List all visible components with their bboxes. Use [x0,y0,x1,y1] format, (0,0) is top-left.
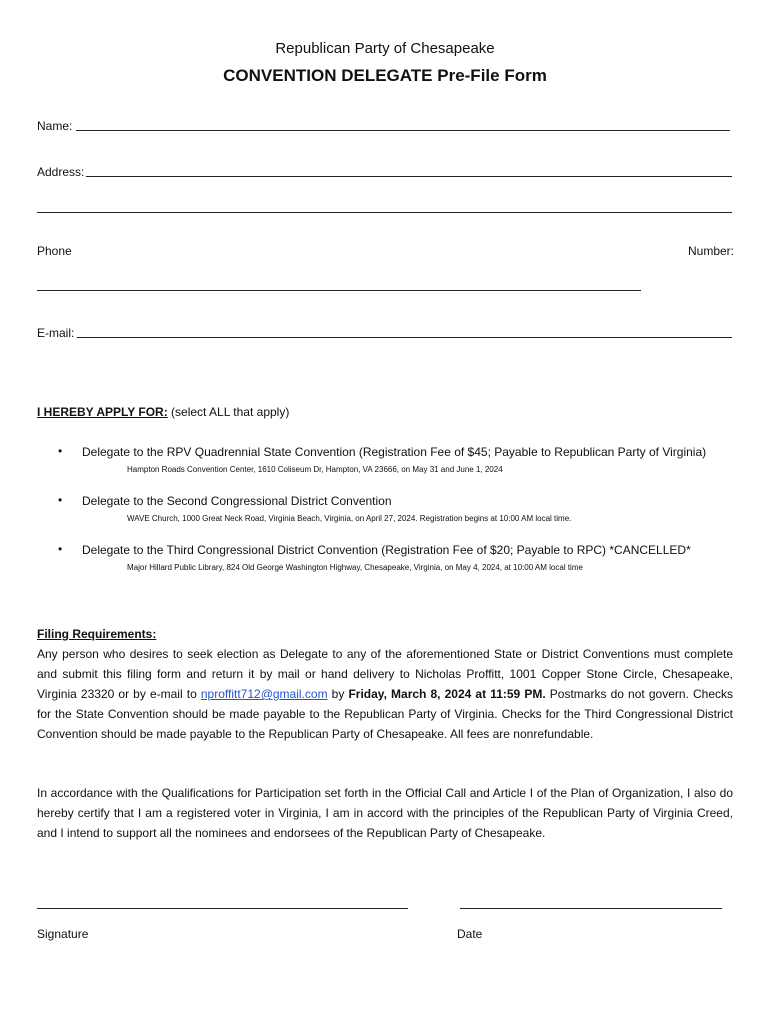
signature-label: Signature [37,927,89,941]
deadline: Friday, March 8, 2024 at 11:59 PM. [348,687,546,701]
phone-label: Phone [37,244,72,258]
date-label: Date [457,927,483,941]
option-second-district[interactable]: Delegate to the Second Congressional District Convention [82,494,392,508]
address-line-1 [86,176,732,177]
option-third-district[interactable]: Delegate to the Third Congressional District Convention (Registration Fee of $20; Payable to RPC) *CANCELLED* [82,543,691,557]
option-state-convention[interactable]: Delegate to the RPV Quadrennial State Convention (Registration Fee of $45; Payable to Republican Party of Virginia) [82,445,707,459]
address-line-2 [37,212,732,213]
phone-number-label: Number: [687,244,734,258]
form-title: CONVENTION DELEGATE Pre-File Form [223,66,547,85]
option-third-district-detail: Major Hillard Public Library, 824 Old George Washington Highway, Chesapeake, Virginia, on May 4, 2024, at 10:00 AM local time [127,563,583,572]
apply-heading: I HEREBY APPLY FOR: [37,405,168,419]
option-state-convention-detail: Hampton Roads Convention Center, 1610 Coliseum Dr, Hampton, VA 23666, on May 31 and June 1, 2024 [127,465,503,474]
bullet-icon: • [58,493,63,507]
certification-text: In accordance with the Qualifications for Participation set forth in the Official Call and Article I of the Plan of Organization, I also do hereby certify that I am a registered voter in Virginia, I am in accord with the principles of the Republican Party of Virginia Creed, and I intend to support all the nominees and endorsees of the Republican Party of Chesapeake. [37,786,733,840]
email-line [77,337,732,338]
name-label: Name: [37,119,73,133]
bullet-icon: • [58,444,63,458]
phone-line [37,290,641,291]
filing-requirements-heading: Filing Requirements: [37,627,157,641]
address-label: Address: [37,165,85,179]
apply-note: (select ALL that apply) [167,405,290,419]
date-line [460,908,722,909]
name-line [76,130,730,131]
option-second-district-detail: WAVE Church, 1000 Great Neck Road, Virginia Beach, Virginia, on April 27, 2024. Registration begins at 10:00 AM local time. [127,514,572,523]
signature-line [37,908,408,909]
bullet-icon: • [58,542,63,556]
filing-requirements-text: Any person who desires to seek election as Delegate to any of the aforementioned State or District Conventions must complete and submit this filing form and return it by mail or hand delivery to Nicholas Proffitt, 1001 Copper Stone Circle, Chesapeake, Virginia 23320 or by e-mail to nproffitt712@gmail.com by Friday, March 8, 2024 at 11:59 PM. Postmarks do not govern. Checks for the State Convention should be made payable to the Republican Party of Virginia. Checks for the Third Congressional District Convention should be made payable to the Republican Party of Chesapeake. All fees are nonrefundable. [37,647,733,741]
email-label: E-mail: [37,326,75,340]
apply-section-heading [37,405,289,419]
contact-email-link[interactable]: nproffitt712@gmail.com [200,687,328,701]
organization-name: Republican Party of Chesapeake [275,40,495,57]
